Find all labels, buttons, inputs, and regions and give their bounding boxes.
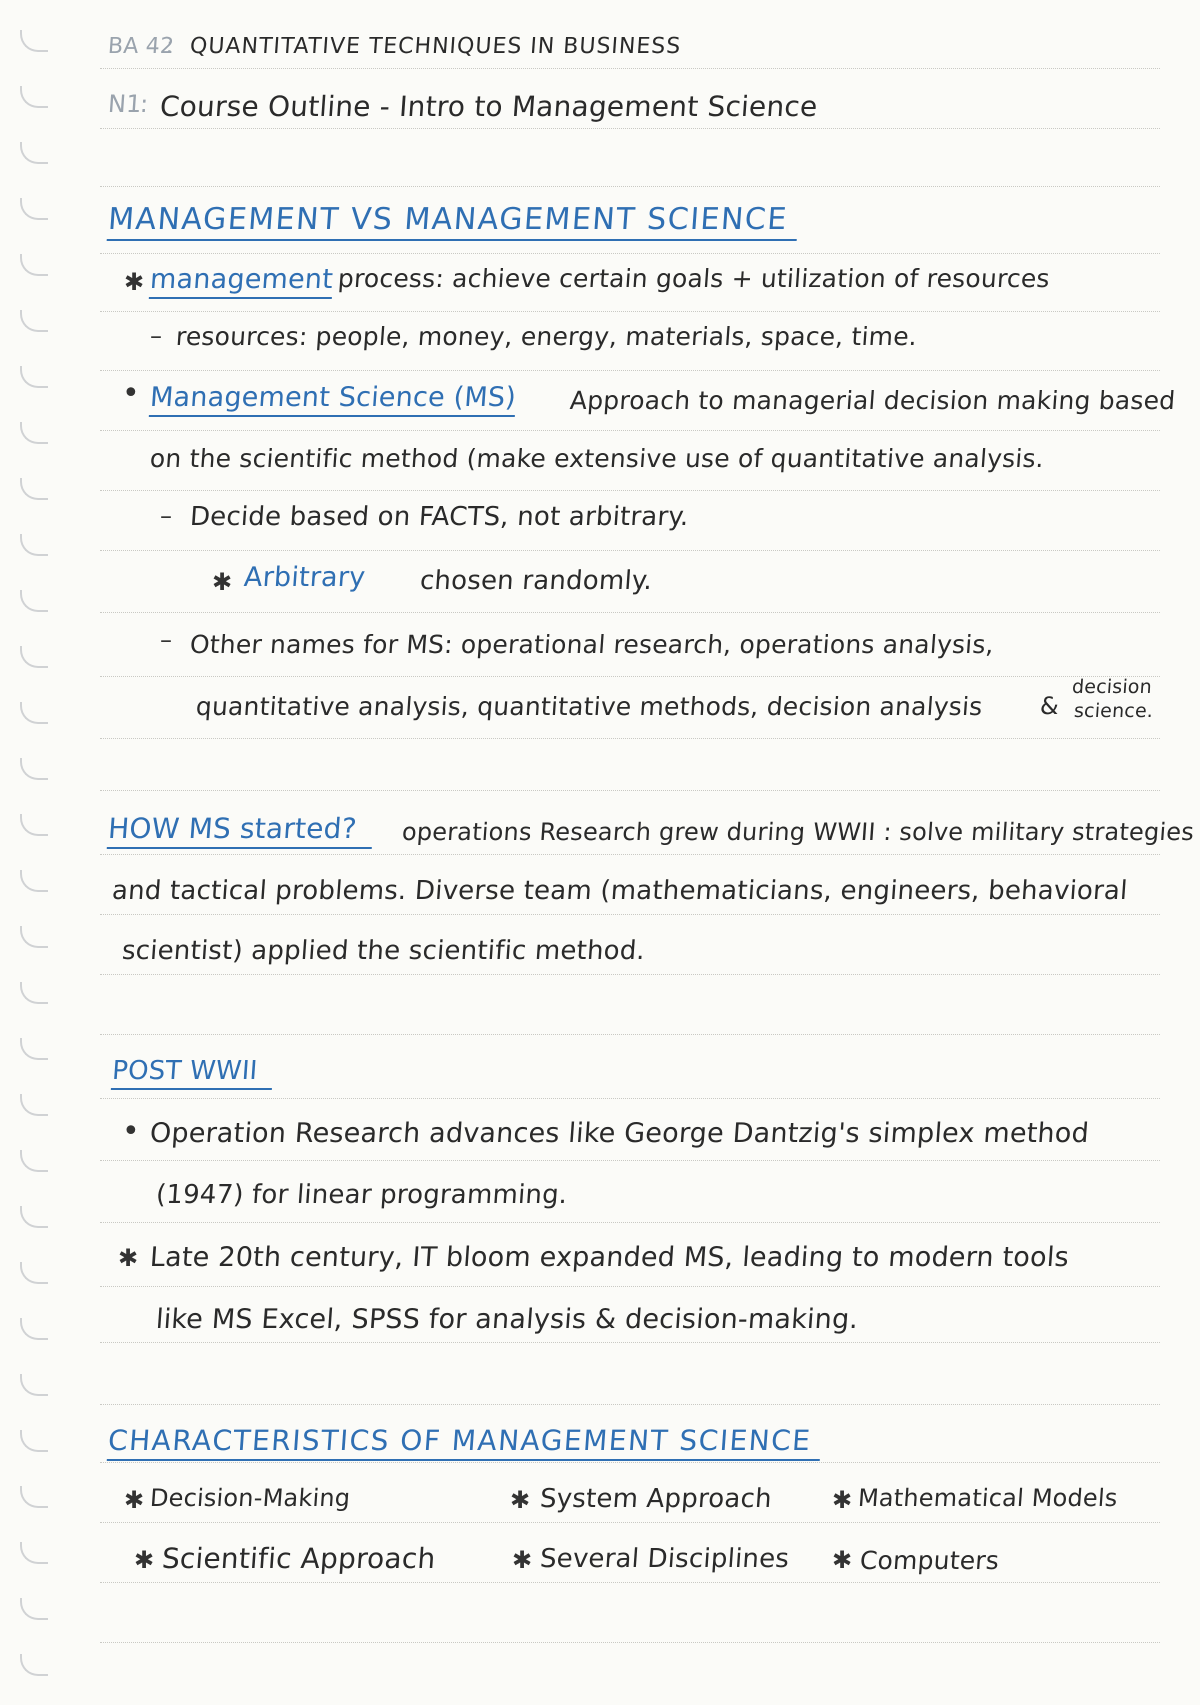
section-heading-characteristics: CHARACTERISTICS OF MANAGEMENT SCIENCE — [107, 1424, 823, 1461]
post-wwii-line3: Late 20th century, IT bloom expanded MS, leading to modern tools — [148, 1242, 1070, 1273]
post-wwii-line1: Operation Research advances like George Dantzig's simplex method — [148, 1118, 1090, 1149]
binding-ring-icon — [20, 1542, 48, 1564]
binding-ring-icon — [20, 870, 48, 892]
binding-ring-icon — [20, 86, 48, 108]
term-management-science: Management Science (MS) — [149, 382, 517, 417]
star-bullet-icon — [212, 568, 232, 596]
post-wwii-line2: (1947) for linear programming. — [154, 1180, 569, 1210]
binding-ring-icon — [20, 1094, 48, 1116]
binding-ring-icon — [20, 534, 48, 556]
resources-list: resources: people, money, energy, materials, space, time. — [174, 322, 919, 351]
binding-ring-icon — [20, 254, 48, 276]
dot-bullet-icon — [122, 376, 140, 411]
science-word: science. — [1073, 700, 1154, 722]
binding-ring-icon — [20, 982, 48, 1004]
ruled-line — [100, 186, 1160, 187]
binding-ring-icon — [20, 1654, 48, 1676]
ruled-line — [100, 253, 1160, 254]
ampersand-icon — [1039, 692, 1060, 720]
binding-ring-icon — [20, 310, 48, 332]
ruled-line — [100, 790, 1160, 791]
ruled-line — [100, 676, 1160, 677]
ruled-line — [100, 1522, 1160, 1523]
characteristic-item: Several Disciplines — [538, 1544, 791, 1574]
binding-ring-icon — [20, 1374, 48, 1396]
term-arbitrary: Arbitrary — [242, 562, 367, 593]
ruled-line — [100, 311, 1160, 312]
star-bullet-icon — [832, 1546, 852, 1574]
binding-ring-icon — [20, 814, 48, 836]
ruled-line — [100, 1034, 1160, 1035]
star-bullet-icon — [832, 1486, 852, 1514]
star-bullet-icon — [512, 1546, 532, 1574]
other-names-line1: Other names for MS: operational research, operations analysis, — [188, 630, 995, 659]
post-wwii-line4: like MS Excel, SPSS for analysis & decision-making. — [154, 1304, 860, 1335]
ruled-line — [100, 738, 1160, 739]
binding-ring-icon — [20, 366, 48, 388]
binding-ring-icon — [20, 1598, 48, 1620]
characteristic-item: Scientific Approach — [160, 1542, 437, 1575]
binding-ring-icon — [20, 926, 48, 948]
decision-word: decision — [1071, 676, 1153, 698]
definition-arbitrary: chosen randomly. — [418, 566, 654, 596]
binding-ring-icon — [20, 422, 48, 444]
ruled-line — [100, 1286, 1160, 1287]
binding-ring-icon — [20, 1038, 48, 1060]
ruled-line — [100, 974, 1160, 975]
ruled-line — [100, 1222, 1160, 1223]
ruled-line — [100, 68, 1160, 69]
dash-bullet-icon — [150, 322, 162, 350]
note-number: N1 — [107, 90, 143, 118]
binding-ring-icon — [20, 198, 48, 220]
characteristic-item: Decision-Making — [149, 1484, 352, 1512]
star-bullet-icon — [510, 1486, 530, 1514]
dot-bullet-icon — [122, 1114, 140, 1149]
binding-ring-icon — [20, 758, 48, 780]
binding-ring-icon — [20, 478, 48, 500]
binding-ring-icon — [20, 1150, 48, 1172]
other-names-line2: quantitative analysis, quantitative methods, decision analysis — [194, 692, 984, 721]
characteristic-item: System Approach — [538, 1484, 773, 1514]
star-bullet-icon — [124, 1486, 144, 1514]
ruled-line — [100, 1160, 1160, 1161]
ruled-line — [100, 370, 1160, 371]
section-heading-management-vs-ms: MANAGEMENT VS MANAGEMENT SCIENCE — [107, 202, 799, 241]
binding-ring-icon — [20, 142, 48, 164]
colon-icon — [139, 90, 149, 118]
term-management: management — [149, 264, 334, 299]
binding-ring-icon — [20, 1206, 48, 1228]
binding-ring-icon — [20, 1262, 48, 1284]
star-bullet-icon — [134, 1546, 154, 1574]
ruled-line — [100, 612, 1160, 613]
dash-bullet-icon — [160, 502, 172, 530]
binding-ring-icon — [20, 646, 48, 668]
ruled-line — [100, 430, 1160, 431]
dash-bullet-icon — [160, 626, 172, 654]
history-line3: scientist) applied the scientific method. — [120, 936, 647, 966]
ruled-line — [100, 854, 1160, 855]
star-bullet-icon — [124, 268, 144, 296]
ruled-line — [100, 1098, 1160, 1099]
binding-ring-icon — [20, 30, 48, 52]
characteristic-item: Computers — [858, 1546, 1001, 1575]
course-code: BA 42 — [107, 34, 176, 59]
binding-ring-icon — [20, 1486, 48, 1508]
characteristic-item: Mathematical Models — [857, 1484, 1119, 1512]
history-line2: and tactical problems. Diverse team (mathematicians, engineers, behavioral — [110, 876, 1129, 906]
section-heading-how-ms-started: HOW MS started? — [107, 812, 374, 849]
ruled-line — [100, 1642, 1160, 1643]
note-title: Course Outline - Intro to Management Science — [158, 90, 819, 123]
history-line1: operations Research grew during WWII : solve military strategies — [401, 818, 1195, 846]
ruled-line — [100, 1342, 1160, 1343]
ruled-line — [100, 1404, 1160, 1405]
ruled-line — [100, 490, 1160, 491]
binding-ring-icon — [20, 1430, 48, 1452]
definition-management: process: achieve certain goals + utilization of resources — [336, 264, 1051, 293]
star-bullet-icon — [118, 1244, 138, 1272]
decide-facts-note: Decide based on FACTS, not arbitrary. — [188, 502, 690, 532]
ruled-line — [100, 550, 1160, 551]
definition-management-science: Approach to managerial decision making based — [568, 386, 1177, 415]
course-title: QUANTITATIVE TECHNIQUES IN BUSINESS — [189, 34, 683, 59]
ruled-line — [100, 914, 1160, 915]
binding-ring-icon — [20, 590, 48, 612]
definition-continued: on the scientific method (make extensive use of quantitative analysis. — [148, 444, 1045, 473]
binding-ring-icon — [20, 1318, 48, 1340]
section-heading-post-wwii: POST WWII — [111, 1056, 275, 1090]
ruled-line — [100, 1462, 1160, 1463]
ruled-line — [100, 128, 1160, 129]
spiral-binding — [0, 0, 70, 1705]
binding-ring-icon — [20, 702, 48, 724]
ruled-line — [100, 1582, 1160, 1583]
